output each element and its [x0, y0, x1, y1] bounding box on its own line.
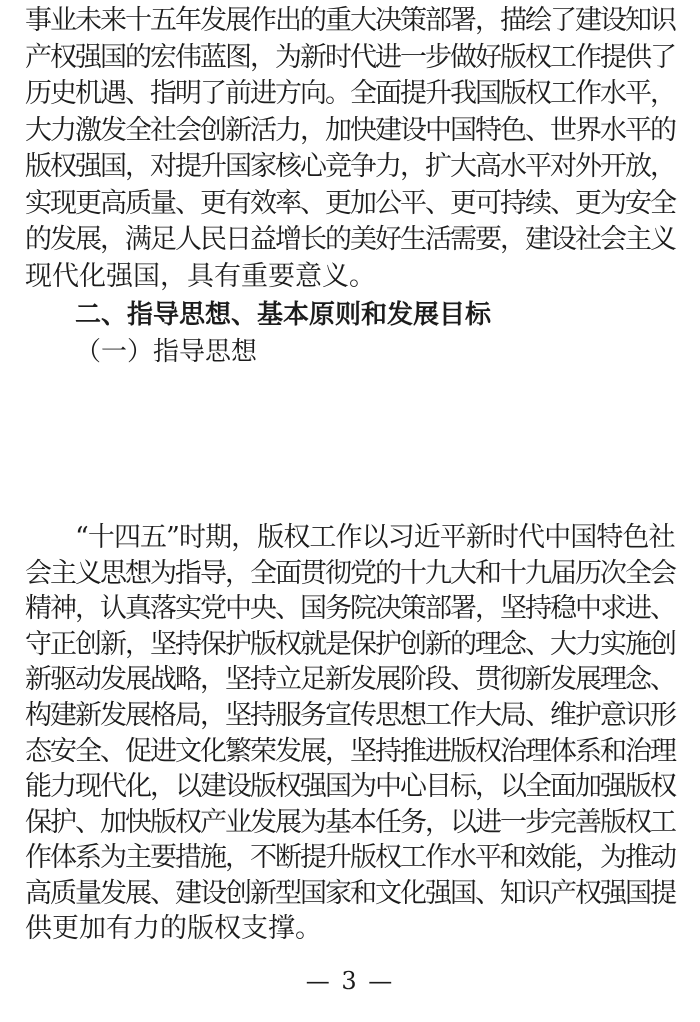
- text-line: 的发展，满足人民日益增长的美好生活需要，建设社会主义: [25, 224, 675, 255]
- text-line: 守正创新，坚持保护版权就是保护创新的理念、大力实施创: [25, 629, 675, 660]
- text-line: 能力现代化，以建设版权强国为中心目标，以全面加强版权: [25, 771, 675, 802]
- text-line: 高质量发展、建设创新型国家和文化强国、知识产权强国提: [25, 878, 675, 909]
- text-line: 事业未来十五年发展作出的重大决策部署，描绘了建设知识: [25, 5, 675, 36]
- text-line: 会主义思想为指导，全面贯彻党的十九大和十九届历次全会: [25, 558, 675, 589]
- text-line: 大力激发全社会创新活力，加快建设中国特色、世界水平的: [25, 115, 675, 146]
- text-line: 作体系为主要措施，不断提升版权工作水平和效能，为推动: [25, 842, 675, 873]
- text-line: “十四五”时期，版权工作以习近平新时代中国特色社: [75, 522, 675, 553]
- text-line: 现代化强国，具有重要意义。: [25, 261, 376, 292]
- text-line: 历史机遇、指明了前进方向。全面提升我国版权工作水平，: [25, 78, 675, 109]
- section-heading: 二、指导思想、基本原则和发展目标: [75, 300, 492, 330]
- text-line: 新驱动发展战略，坚持立足新发展阶段、贯彻新发展理念、: [25, 664, 675, 695]
- text-line: 精神，认真落实党中央、国务院决策部署，坚持稳中求进、: [25, 593, 675, 624]
- text-line: 产权强国的宏伟蓝图，为新时代进一步做好版权工作提供了: [25, 42, 675, 73]
- text-line: 实现更高质量、更有效率、更加公平、更可持续、更为安全: [25, 188, 675, 219]
- text-line: 版权强国，对提升国家核心竞争力，扩大高水平对外开放，: [25, 151, 675, 182]
- text-line: 态安全、促进文化繁荣发展，坚持推进版权治理体系和治理: [25, 736, 675, 767]
- page-number: — 3 —: [305, 967, 395, 995]
- subsection-heading: （一）指导思想: [75, 337, 258, 367]
- text-line: 保护、加快版权产业发展为基本任务，以进一步完善版权工: [25, 807, 675, 838]
- text-line: 供更加有力的版权支撑。: [25, 913, 322, 944]
- text-line: 构建新发展格局，坚持服务宣传思想工作大局、维护意识形: [25, 700, 675, 731]
